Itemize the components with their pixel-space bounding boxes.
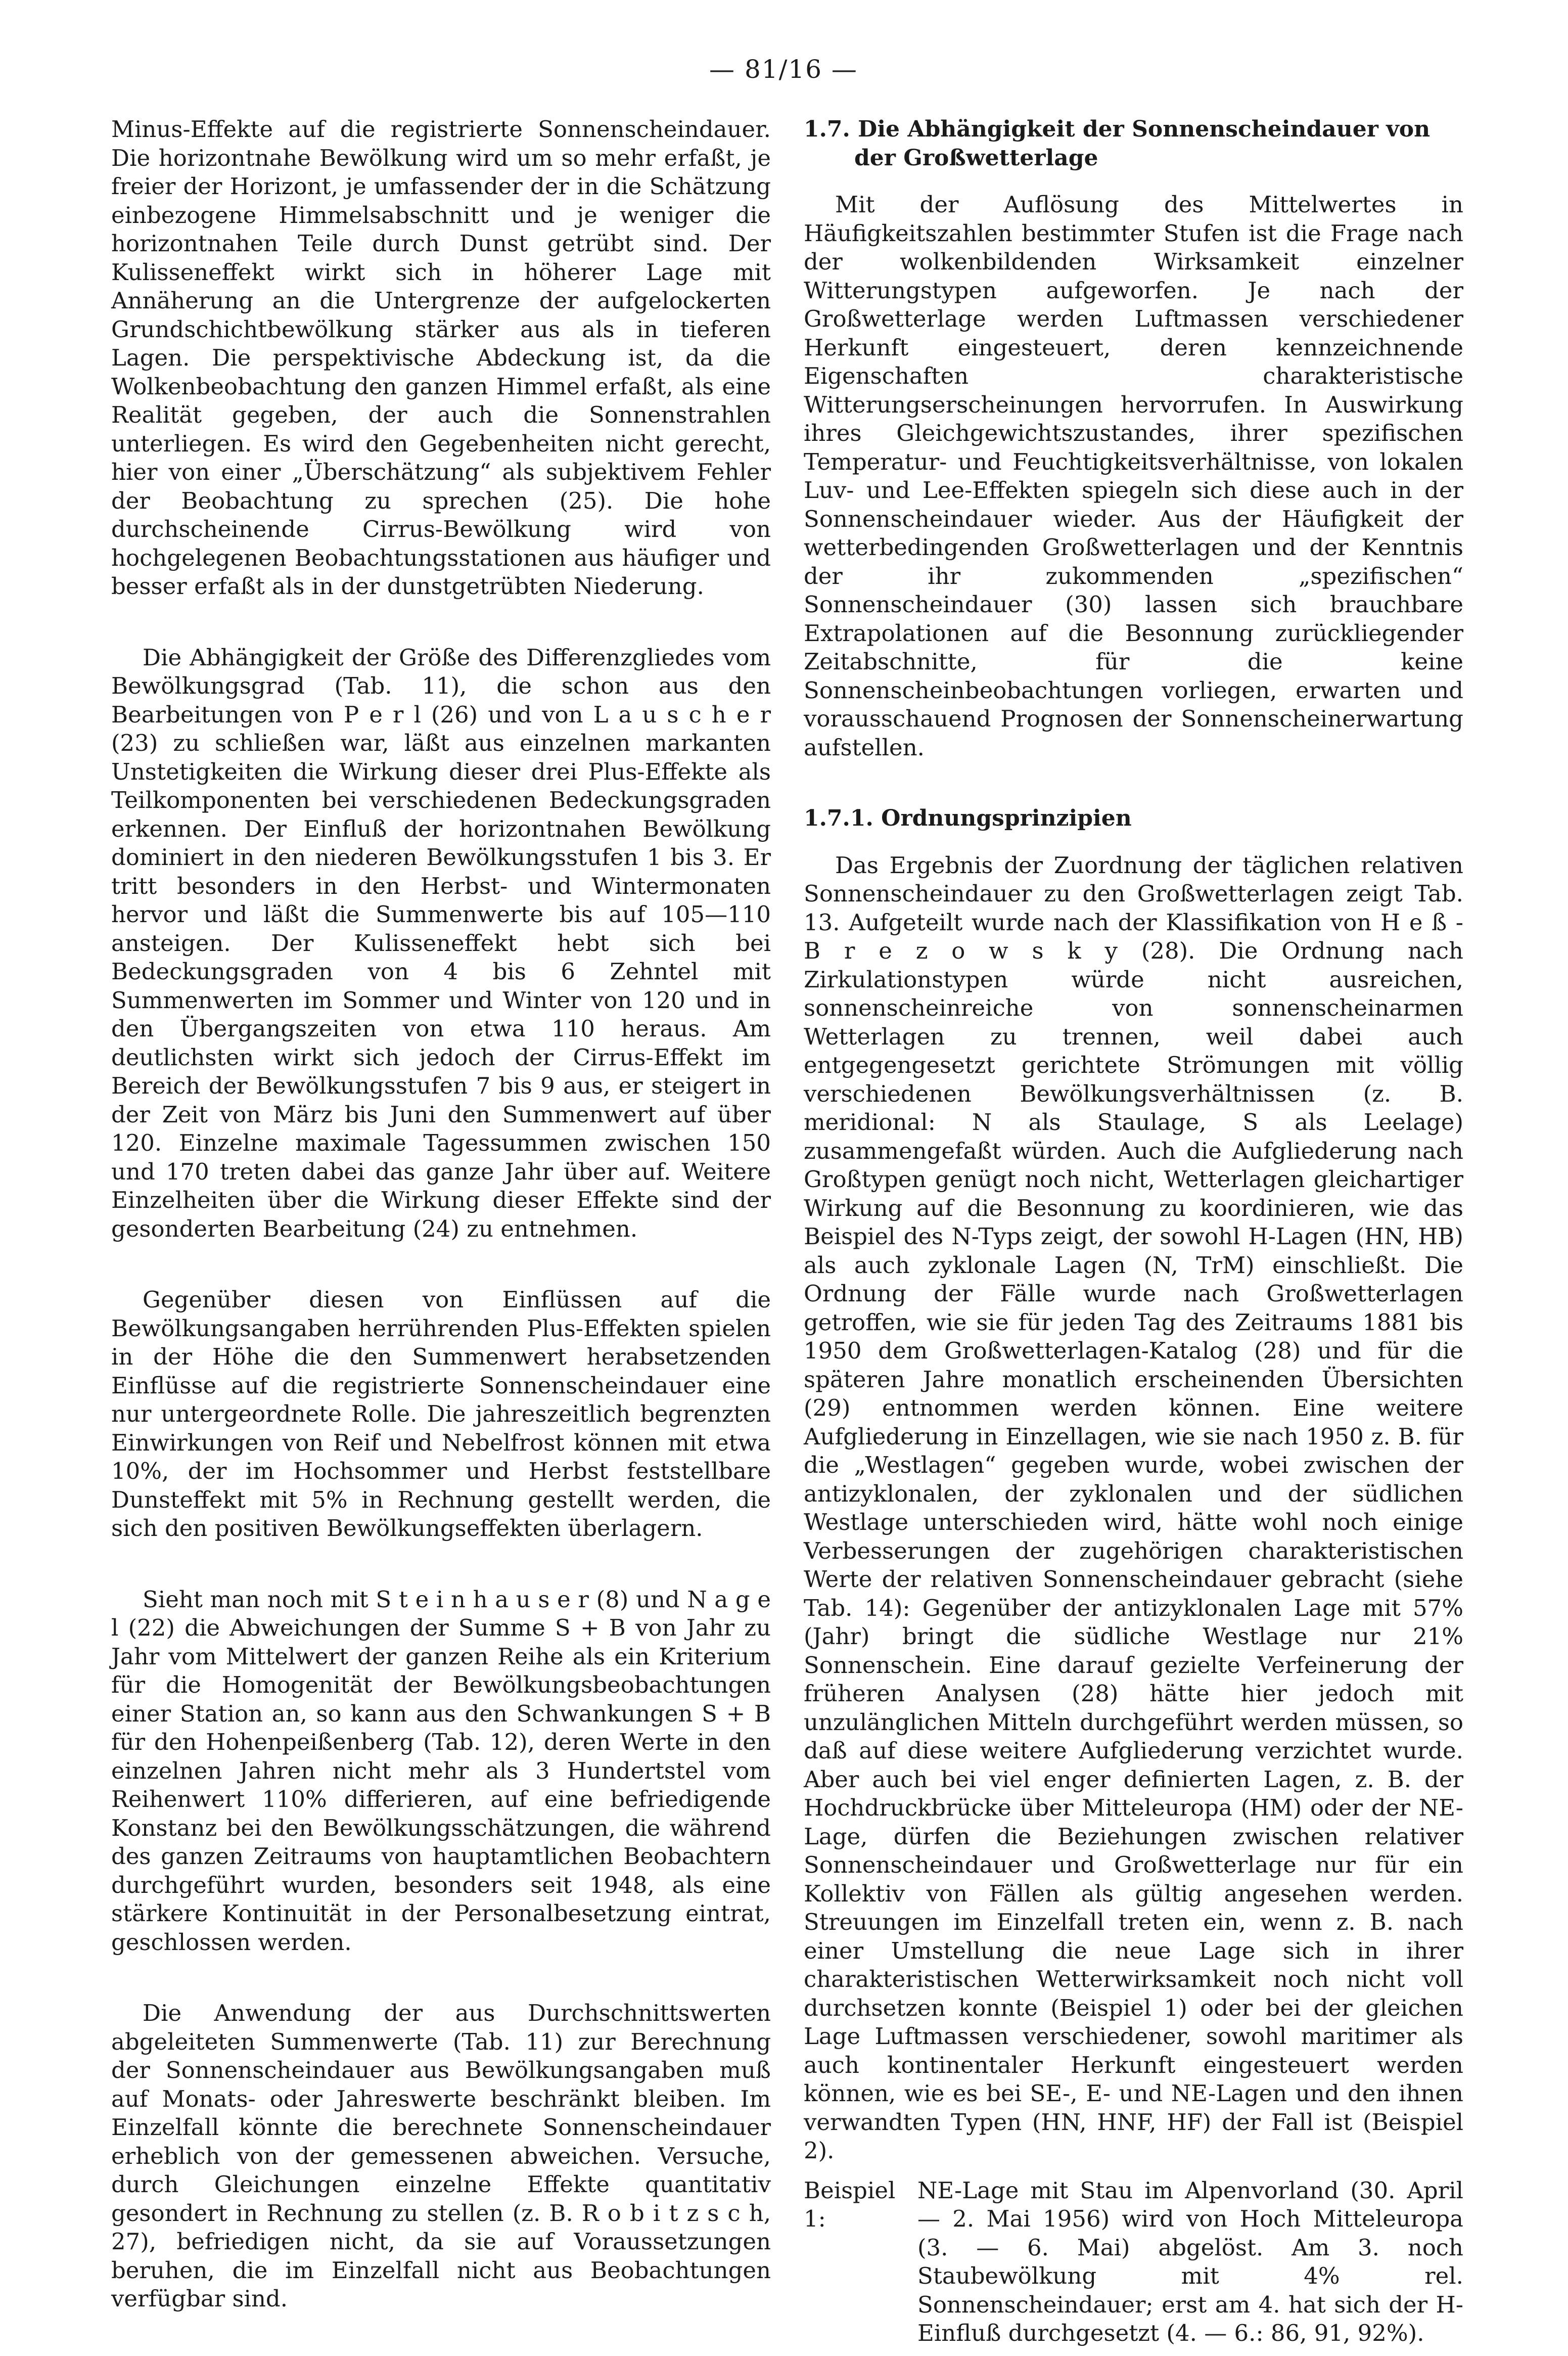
right-column	[804, 115, 1463, 2348]
paragraph: Das Ergebnis der Zuordnung der täglichen relativen Sonnenscheindauer zu den Großwetterlagen zeigt Tab. 13. Aufgeteilt wurde nach der Klassifikation von H e ß - B r e z o w s k y (28). Die Ordnung nach Zirkulationstypen würde nicht ausreichen, sonnenscheinreiche von sonnenscheinarmen Wetterlagen zu trennen, weil dabei auch entgegengesetzt gerichtete Strömungen mit völlig verschiedenen Bewölkungsverhältnissen (z. B. meridional: N als Staulage, S als Leelage) zusammengefaßt würden. Auch die Aufgliederung nach Großtypen genügt noch nicht, Wetterlagen gleichartiger Wirkung auf die Besonnung zu koordinieren, wie das Beispiel des N-Typs zeigt, der sowohl H-Lagen (HN, HB) als auch zyklonale Lagen (N, TrM) einschließt. Die Ordnung der Fälle wurde nach Großwetterlagen getroffen, wie sie für jeden Tag des Zeitraums 1881 bis 1950 dem Großwetterlagen-Katalog (28) und für die späteren Jahre monatlich erscheinenden Übersichten (29) entnommen werden können. Eine weitere Aufgliederung in Einzellagen, wie sie nach 1950 z. B. für die „Westlagen“ gegeben wurde, wobei zwischen der antizyklonalen, der zyklonalen und der südlichen Westlage unterschieden wird, hätte wohl noch einige Verbesserungen der zugehörigen charakteristischen Werte der relativen Sonnenscheindauer gebracht (siehe Tab. 14): Gegenüber der antizyklonalen Lage mit 57% (Jahr) bringt die südliche Westlage nur 21% Sonnenschein. Eine darauf gezielte Verfeinerung der früheren Analysen (28) hätte hier jedoch mit unzulänglichen Mitteln durchgeführt werden müssen, so daß auf diese weitere Aufgliederung verzichtet wurde. Aber auch bei viel enger definierten Lagen, z. B. der Hochdruckbrücke über Mitteleuropa (HM) oder der NE-Lage, dürfen die Beziehungen zwischen relativer Sonnenscheindauer und Großwetterlage nur für ein Kollektiv von Fällen als gültig angesehen werden. Streuungen im Einzelfall treten ein, wenn z. B. nach einer Umstellung die neue Lage sich in ihrer charakteristischen Wetterwirksamkeit noch nicht voll durchsetzen konnte (Beispiel 1) oder bei der gleichen Lage Luftmassen verschiedener, sowohl maritimer als auch kontinentaler Herkunft eingesteuert werden können, wie es bei SE-, E- und NE-Lagen und den ihnen verwandten Typen (HN, HNF, HF) der Fall ist (Beispiel 2).	[804, 851, 1463, 2164]
paragraph: Die Abhängigkeit der Größe des Differenzgliedes vom Bewölkungsgrad (Tab. 11), die schon aus den Bearbeitungen von P e r l (26) und von L a u s c h e r (23) zu schließen war, läßt aus einzelnen markanten Unstetigkeiten die Wirkung dieser drei Plus-Effekte als Teilkomponenten bei verschiedenen Bedeckungsgraden erkennen. Der Einfluß der horizontnahen Bewölkung dominiert in den niederen Bewölkungsstufen 1 bis 3. Er tritt besonders in den Herbst- und Wintermonaten hervor und läßt die Summenwerte bis auf 105—110 ansteigen. Der Kulisseneffekt hebt sich bei Bedeckungsgraden von 4 bis 6 Zehntel mit Summenwerten im Sommer und Winter von 120 und in den Übergangszeiten von etwa 110 heraus. Am deutlichsten wirkt sich jedoch der Cirrus-Effekt im Bereich der Bewölkungsstufen 7 bis 9 aus, er steigert in der Zeit von März bis Juni den Summenwert auf über 120. Einzelne maximale Tagessummen zwischen 150 und 170 treten dabei das ganze Jahr über auf. Weitere Einzelheiten über die Wirkung dieser Effekte sind der gesonderten Bearbeitung (24) zu entnehmen.	[111, 644, 771, 1242]
paragraph: Die Anwendung der aus Durchschnittswerten abgeleiteten Summenwerte (Tab. 11) zur Berechnung der Sonnenscheindauer aus Bewölkungsangaben muß auf Monats- oder Jahreswerte beschränkt bleiben. Im Einzelfall könnte die berechnete Sonnenscheindauer erheblich von der gemessenen abweichen. Versuche, durch Gleichungen einzelne Effekte quantitativ gesondert in Rechnung zu stellen (z. B. R o b i t z s c h, 27), befriedigen nicht, da sie auf Voraussetzungen beruhen, die im Einzelfall nicht aus Beobachtungen verfügbar sind.	[111, 2000, 771, 2312]
paragraph: Gegenüber diesen von Einflüssen auf die Bewölkungsangaben herrührenden Plus-Effekten spielen in der Höhe die den Summenwert herabsetzenden Einflüsse auf die registrierte Sonnenscheindauer eine nur untergeordnete Rolle. Die jahreszeitlich begrenzten Einwirkungen von Reif und Nebelfrost können mit etwa 10%, der im Hochsommer und Herbst feststellbare Dunsteffekt mit 5% in Rechnung gestellt werden, die sich den positiven Bewölkungseffekten überlagern.	[111, 1286, 771, 1542]
example-text: NE-Lage mit Stau im Alpenvorland (30. April — 2. Mai 1956) wird von Hoch Mitteleuropa (3. — 6. Mai) abgelöst. Am 3. noch Staubewölkung mit 4% rel. Sonnenscheindauer; erst am 4. hat sich der H-Einfluß durchgesetzt (4. — 6.: 86, 91, 92%).	[917, 2177, 1463, 2346]
section-heading: 1.7. Die Abhängigkeit der Sonnenscheindauer von der Großwetterlage	[804, 116, 1431, 171]
subsection-heading: 1.7.1. Ordnungsprinzipien	[804, 805, 1132, 831]
left-column	[111, 115, 771, 2356]
example-label: Beispiel 1:	[804, 2177, 896, 2232]
paragraph: Mit der Auflösung des Mittelwertes in Häufigkeitszahlen bestimmter Stufen ist die Frage nach der wolkenbildenden Wirksamkeit einzelner Witterungstypen aufgeworfen. Je nach der Großwetterlage werden Luftmassen verschiedener Herkunft eingesteuert, deren kennzeichnende Eigenschaften charakteristische Witterungserscheinungen hervorrufen. In Auswirkung ihres Gleichgewichtszustandes, ihrer spezifischen Temperatur- und Feuchtigkeitsverhältnisse, von lokalen Luv- und Lee-Effekten spiegeln sich diese auch in der Sonnenscheindauer wieder. Aus der Häufigkeit der wetterbedingenden Großwetterlagen und der Kenntnis der ihr zukommenden „spezifischen“ Sonnenscheindauer (30) lassen sich brauchbare Extrapolationen auf die Besonnung zurückliegender Zeitabschnitte, für die keine Sonnenscheinbeobachtungen vorliegen, erwarten und vorausschauend Prognosen der Sonnenscheinerwartung aufstellen.	[804, 191, 1463, 761]
page-number: — 81/16 —	[709, 55, 858, 84]
paragraph: Sieht man noch mit S t e i n h a u s e r (8) und N a g e l (22) die Abweichungen der Summe S + B von Jahr zu Jahr vom Mittelwert der ganzen Reihe als ein Kriterium für die Homogenität der Bewölkungsbeobachtungen einer Station an, so kann aus den Schwankungen S + B für den Hohenpeißenberg (Tab. 12), deren Werte in den einzelnen Jahren nicht mehr als 3 Hundertstel vom Reihenwert 110% differieren, auf eine befriedigende Konstanz bei den Bewölkungsschätzungen, die während des ganzen Zeitraums von hauptamtlichen Beobachtern durchgeführt wurden, besonders seit 1948, als eine stärkere Kontinuität in der Personalbesetzung eintrat, geschlossen werden.	[111, 1585, 771, 1956]
paragraph: Minus-Effekte auf die registrierte Sonnenscheindauer. Die horizontnahe Bewölkung wird um so mehr erfaßt, je freier der Horizont, je umfassender der in die Schätzung einbezogene Himmelsabschnitt und je weniger die horizontnahen Teile durch Dunst getrübt sind. Der Kulisseneffekt wirkt sich in höherer Lage mit Annäherung an die Untergrenze der aufgelockerten Grundschichtbewölkung stärker aus als in tieferen Lagen. Die perspektivische Abdeckung ist, da die Wolkenbeobachtung den ganzen Himmel erfaßt, als eine Realität gegeben, der auch die Sonnenstrahlen unterliegen. Es wird den Gegebenheiten nicht gerecht, hier von einer „Überschätzung“ als subjektivem Fehler der Beobachtung zu sprechen (25). Die hohe durchscheinende Cirrus-Bewölkung wird von hochgelegenen Beobachtungsstationen aus häufiger und besser erfaßt als in der dunstgetrübten Niederung.	[111, 116, 771, 600]
example-block	[804, 2177, 1463, 2348]
